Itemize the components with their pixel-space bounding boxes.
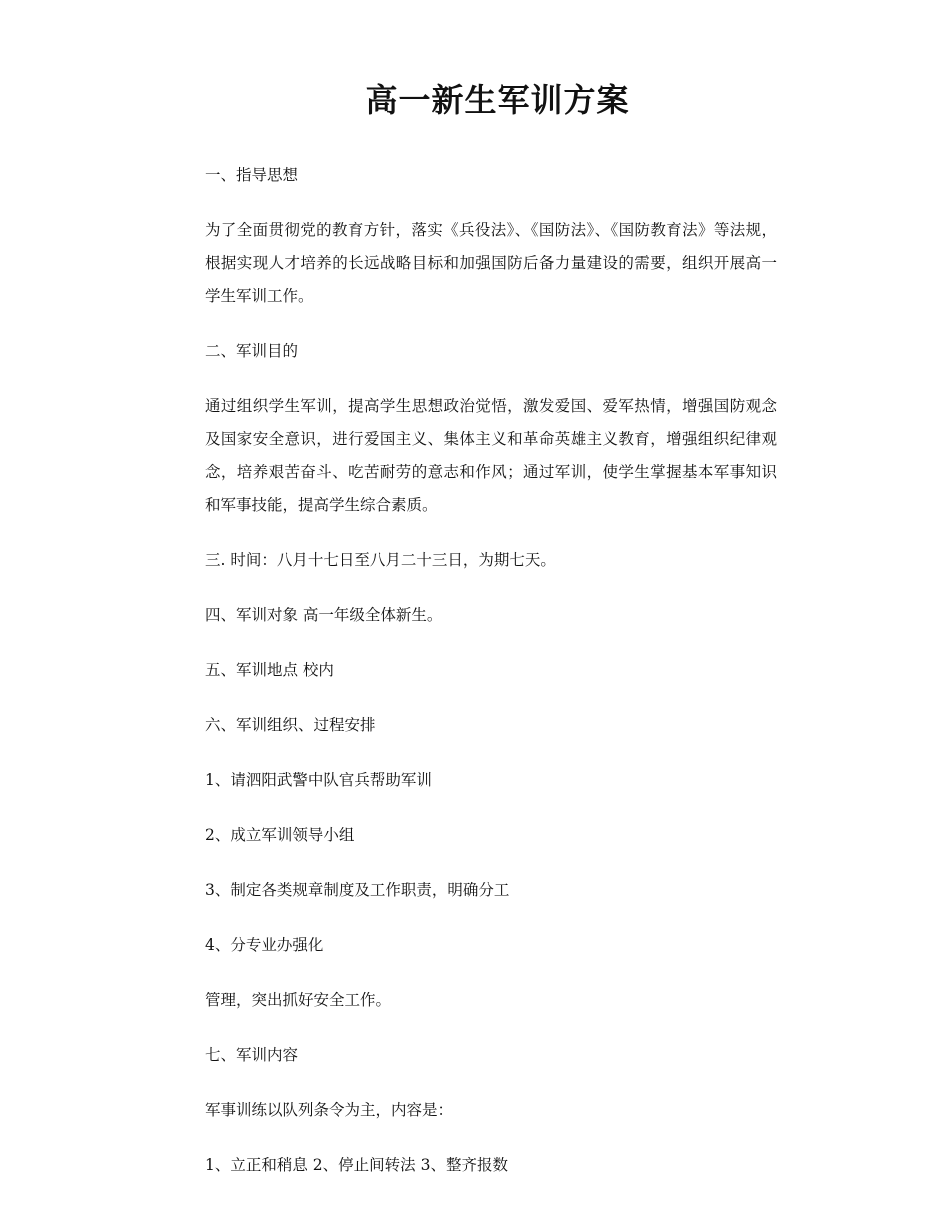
section-training-target: 四、军训对象 高一年级全体新生。 bbox=[205, 606, 443, 624]
list-item-organization-3: 3、制定各类规章制度及工作职责，明确分工 bbox=[205, 881, 510, 899]
section-training-location: 五、军训地点 校内 bbox=[205, 661, 334, 679]
paragraph-training-content-intro: 军事训练以队列条令为主，内容是： bbox=[205, 1101, 454, 1119]
document-title: 高一新生军训方案 bbox=[365, 81, 630, 119]
document-body bbox=[205, 159, 777, 1204]
list-item-organization-2: 2、成立军训领导小组 bbox=[205, 826, 355, 844]
paragraph-guiding-ideology: 为了全面贯彻党的教育方针，落实《兵役法》、《国防法》、《国防教育法》等法规，根据实现人才培养的长远战略目标和加强国防后备力量建设的需要，组织开展高一学生军训工作。 bbox=[205, 221, 777, 305]
section-heading-guiding-ideology: 一、指导思想 bbox=[205, 166, 299, 184]
paragraph-management: 管理，突出抓好安全工作。 bbox=[205, 991, 392, 1009]
paragraph-training-purpose: 通过组织学生军训，提高学生思想政治觉悟，激发爱国、爱军热情，增强国防观念及国家安全意识，进行爱国主义、集体主义和革命英雄主义教育，增强组织纪律观念，培养艰苦奋斗、吃苦耐劳的意志和作风；通过军训，使学生掌握基本军事知识和军事技能，提高学生综合素质。 bbox=[205, 397, 777, 514]
list-training-items: 1、立正和稍息 2、停止间转法 3、整齐报数 bbox=[205, 1156, 508, 1174]
section-heading-training-purpose: 二、军训目的 bbox=[205, 342, 299, 360]
section-heading-organization: 六、军训组织、过程安排 bbox=[205, 716, 376, 734]
section-time: 三. 时间：八月十七日至八月二十三日，为期七天。 bbox=[205, 551, 556, 569]
section-heading-training-content: 七、军训内容 bbox=[205, 1046, 299, 1064]
list-item-organization-1: 1、请泗阳武警中队官兵帮助军训 bbox=[205, 771, 432, 789]
list-item-organization-4: 4、分专业办强化 bbox=[205, 936, 324, 954]
